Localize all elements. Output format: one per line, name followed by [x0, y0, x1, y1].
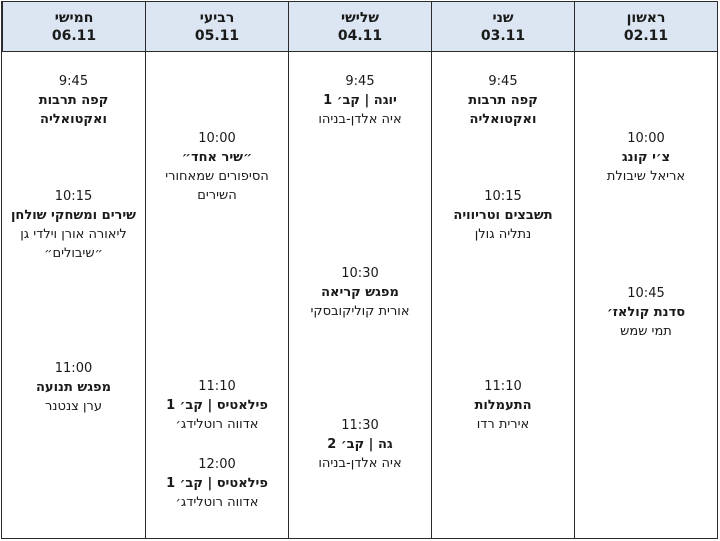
event-title: גה | קב׳ 2	[327, 437, 393, 452]
event-block	[432, 187, 574, 244]
day-header-monday	[431, 2, 574, 52]
event-block	[575, 129, 717, 186]
day-date: 04.11	[337, 27, 383, 44]
day-column-sunday	[574, 52, 717, 538]
event-instructor: אריאל שיבולת	[606, 169, 686, 184]
event-time: 11:30	[341, 418, 379, 433]
day-name: רביעי	[199, 9, 235, 26]
event-title: יוגה | קב׳ 1	[323, 93, 397, 108]
event-title: תשבצים וטריוויה	[453, 208, 553, 223]
day-header-wednesday	[145, 2, 288, 52]
day-date: 03.11	[480, 27, 526, 44]
event-time: 11:00	[54, 361, 93, 376]
day-name: שלישי	[341, 9, 379, 26]
event-block	[146, 129, 288, 205]
event-title: קפה תרבות ואקטואליה	[38, 93, 109, 127]
day-column-monday	[431, 52, 574, 538]
event-instructor: תמי שמש	[620, 324, 672, 339]
event-instructor: איה אלדן-בניהו	[318, 112, 402, 127]
event-title: קפה תרבות ואקטואליה	[468, 93, 538, 127]
day-header-sunday	[574, 2, 717, 52]
event-block	[2, 72, 145, 129]
event-instructor: נתליה גולן	[474, 227, 532, 242]
event-time: 9:45	[345, 74, 375, 89]
event-time: 10:15	[484, 189, 522, 204]
event-block	[432, 72, 574, 129]
day-column-tuesday	[288, 52, 431, 538]
day-name: חמישי	[54, 9, 94, 26]
day-name: שני	[492, 9, 514, 26]
event-instructor: איה אלדן-בניהו	[318, 456, 402, 471]
event-title: מפגש תנועה	[36, 380, 111, 395]
event-block	[575, 284, 717, 341]
event-time: 11:10	[484, 379, 522, 394]
event-block	[289, 264, 431, 321]
event-time: 10:00	[627, 131, 665, 146]
day-name: ראשון	[626, 9, 666, 26]
event-block	[432, 377, 574, 434]
event-title: התעמלות	[474, 398, 532, 413]
event-instructor: אירית רדו	[476, 417, 530, 432]
event-instructor: הסיפורים שמאחורי השירים	[165, 169, 269, 203]
event-title: פילאטיס | קב׳ 1	[166, 476, 268, 491]
event-instructor: אורית קוליקובסקי	[310, 304, 410, 319]
event-time: 9:45	[488, 74, 518, 89]
event-title: ״שיר אחד״	[181, 150, 253, 165]
event-instructor: ערן צנטנר	[44, 399, 103, 414]
day-date: 06.11	[51, 27, 97, 44]
day-column-thursday	[2, 52, 145, 538]
schedule-table	[1, 1, 718, 539]
event-block	[289, 72, 431, 129]
event-time: 10:15	[54, 189, 93, 204]
event-time: 10:30	[341, 266, 379, 281]
event-time: 12:00	[198, 457, 236, 472]
event-instructor: אדווה רוטלידג׳	[175, 417, 259, 432]
event-time: 11:10	[198, 379, 236, 394]
event-time: 9:45	[58, 74, 89, 89]
event-block	[146, 455, 288, 512]
event-block	[289, 416, 431, 473]
day-header-tuesday	[288, 2, 431, 52]
event-title: מפגש קריאה	[321, 285, 399, 300]
event-block	[2, 359, 145, 416]
event-block	[2, 187, 145, 263]
day-date: 05.11	[194, 27, 240, 44]
event-title: סדנת קולאז׳	[606, 305, 686, 320]
day-header-thursday	[2, 2, 145, 52]
event-title: פילאטיס | קב׳ 1	[166, 398, 268, 413]
event-title: שירים ומשחקי שולחן	[10, 208, 137, 223]
event-title: צ׳י קונג	[621, 150, 671, 165]
event-instructor: ליאורה אורן וילדי גן ״שיבולים״	[20, 227, 127, 261]
event-block	[146, 377, 288, 434]
event-time: 10:00	[198, 131, 236, 146]
event-time: 10:45	[627, 286, 665, 301]
day-date: 02.11	[623, 27, 669, 44]
day-column-wednesday	[145, 52, 288, 538]
event-instructor: אדווה רוטלידג׳	[175, 495, 259, 510]
